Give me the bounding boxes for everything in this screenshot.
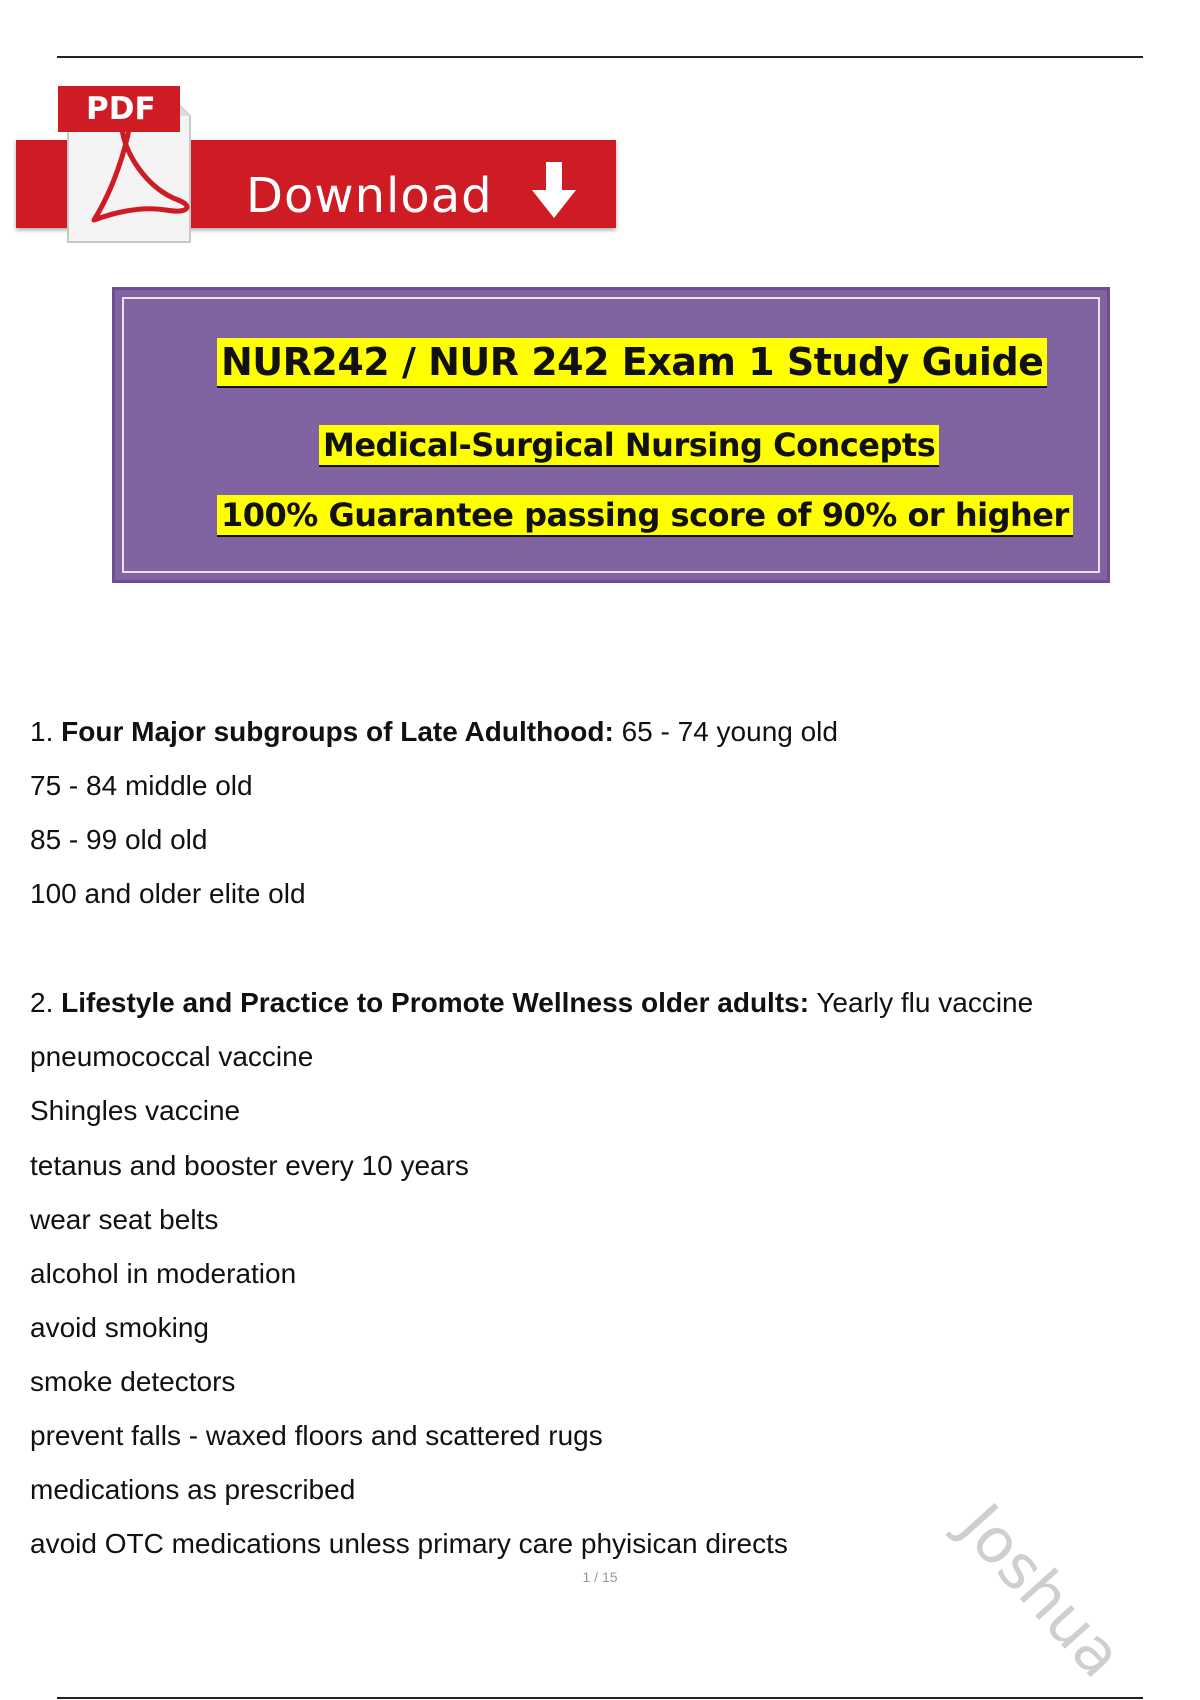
- title-line-3: 100% Guarantee passing score of 90% or higher: [217, 495, 1073, 537]
- section-number: 2.: [30, 987, 54, 1018]
- list-item: 85 - 99 old old: [30, 824, 208, 855]
- list-item: medications as prescribed: [30, 1474, 356, 1505]
- page-number: 1 / 15: [582, 1569, 618, 1585]
- section-1-heading-line: [30, 714, 838, 750]
- section-heading: Four Major subgroups of Late Adulthood:: [61, 716, 614, 747]
- list-item: wear seat belts: [30, 1204, 219, 1235]
- pdf-download-banner[interactable]: [16, 78, 616, 248]
- section-2-heading-line: [30, 985, 1033, 1021]
- list-item: smoke detectors: [30, 1366, 236, 1397]
- list-item: pneumococcal vaccine: [30, 1041, 314, 1072]
- bottom-rule: [57, 1697, 1143, 1699]
- list-item: alcohol in moderation: [30, 1258, 297, 1289]
- pdf-badge: PDF: [58, 86, 180, 132]
- list-item: avoid OTC medications unless primary care phyisican directs: [30, 1528, 788, 1559]
- watermark: Joshua: [945, 1490, 1138, 1692]
- list-item: tetanus and booster every 10 years: [30, 1150, 469, 1181]
- list-item: 75 - 84 middle old: [30, 770, 253, 801]
- list-item: Shingles vaccine: [30, 1095, 241, 1126]
- top-rule: [57, 56, 1143, 58]
- list-item: avoid smoking: [30, 1312, 209, 1343]
- section-heading: Lifestyle and Practice to Promote Wellness older adults:: [61, 987, 810, 1018]
- list-item: prevent falls - waxed floors and scattered rugs: [30, 1420, 603, 1451]
- download-arrow-icon: [524, 158, 584, 222]
- title-box: [112, 287, 1110, 583]
- title-line-1: NUR242 / NUR 242 Exam 1 Study Guide: [217, 338, 1047, 388]
- section-first-item: 65 - 74 young old: [621, 716, 838, 747]
- list-item: 100 and older elite old: [30, 878, 306, 909]
- title-line-2: Medical-Surgical Nursing Concepts: [319, 425, 939, 467]
- pdf-file-icon: [54, 78, 204, 246]
- download-label: Download: [246, 168, 493, 224]
- section-first-item: Yearly flu vaccine: [816, 987, 1034, 1018]
- section-number: 1.: [30, 716, 54, 747]
